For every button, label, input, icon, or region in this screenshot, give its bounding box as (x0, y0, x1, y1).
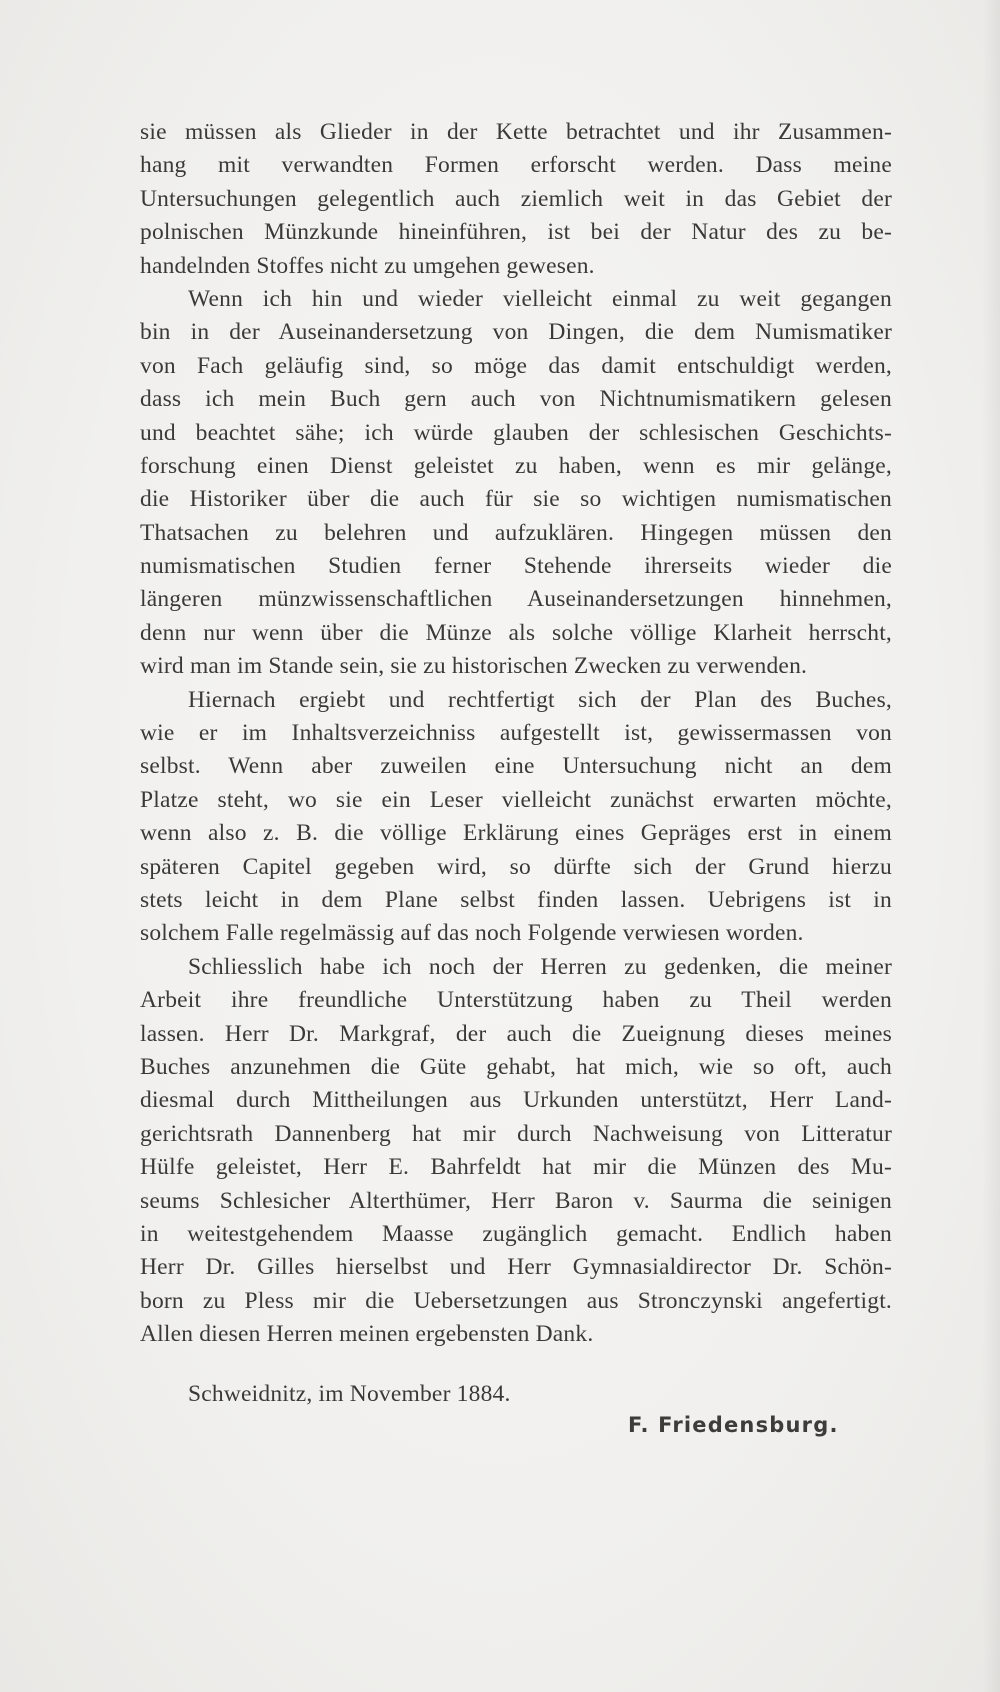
text-line: lassen. Herr Dr. Markgraf, der auch die Zueignung dieses meines (140, 1020, 892, 1047)
paragraph-1 (140, 116, 892, 283)
text-line: handelnden Stoffes nicht zu umgehen gewesen. (140, 252, 595, 279)
page-edge-shadow (982, 0, 1000, 1692)
text-line: selbst. Wenn aber zuweilen eine Untersuchung nicht an dem (140, 753, 892, 780)
text-line: Thatsachen zu belehren und aufzuklären. Hingegen müssen den (140, 519, 892, 546)
paragraph-2 (140, 283, 892, 684)
text-line: bin in der Auseinandersetzung von Dingen, die dem Numismatiker (140, 319, 892, 346)
text-line: solchem Falle regelmässig auf das noch Folgende verwiesen worden. (140, 920, 804, 947)
text-line: gerichtsrath Dannenberg hat mir durch Nachweisung von Litteratur (140, 1120, 892, 1147)
text-line: Hiernach ergiebt und rechtfertigt sich der Plan des Buches, (188, 686, 892, 713)
text-line: Wenn ich hin und wieder vielleicht einmal zu weit gegangen (188, 285, 892, 312)
text-line: sie müssen als Glieder in der Kette betrachtet und ihr Zusammen- (140, 119, 892, 145)
text-line: wird man im Stande sein, sie zu historischen Zwecken zu verwenden. (140, 653, 808, 680)
text-line: stets leicht in dem Plane selbst finden lassen. Uebrigens ist in (140, 886, 892, 913)
text-line: Arbeit ihre freundliche Unterstützung haben zu Theil werden (140, 987, 892, 1014)
text-line: denn nur wenn über die Münze als solche völlige Klarheit herrscht, (140, 619, 892, 646)
paragraph-4 (140, 951, 892, 1352)
text-line: wenn also z. B. die völlige Erklärung eines Gepräges erst in einem (140, 820, 892, 847)
text-line: längeren münzwissenschaftlichen Auseinandersetzungen hinnehmen, (140, 586, 892, 613)
text-line: Hülfe geleistet, Herr E. Bahrfeldt hat mir die Münzen des Mu- (140, 1154, 892, 1181)
text-line: Allen diesen Herren meinen ergebensten Dank. (140, 1321, 594, 1348)
text-line: späteren Capitel gegeben wird, so dürfte sich der Grund hierzu (140, 853, 892, 880)
text-line: seums Schlesicher Alterthümer, Herr Baron v. Saurma die seinigen (140, 1187, 892, 1214)
text-line: dass ich mein Buch gern auch von Nichtnumismatikern gelesen (140, 386, 892, 413)
text-line: diesmal durch Mittheilungen aus Urkunden unterstützt, Herr Land- (140, 1087, 892, 1114)
text-line: hang mit verwandten Formen erforscht werden. Dass meine (140, 152, 892, 179)
text-line: forschung einen Dienst geleistet zu haben, wenn es mir gelänge, (140, 452, 892, 479)
text-line: polnischen Münzkunde hineinführen, ist bei der Natur des zu be- (140, 219, 892, 246)
text-line: born zu Pless mir die Uebersetzungen aus Stronczynski angefertigt. (140, 1287, 892, 1314)
text-line: wie er im Inhaltsverzeichniss aufgestellt ist, gewissermassen von (140, 720, 892, 747)
text-line: Buches anzunehmen die Güte gehabt, hat mich, wie so oft, auch (140, 1053, 892, 1080)
text-line: Untersuchungen gelegentlich auch ziemlich weit in das Gebiet der (140, 185, 892, 212)
body-text (140, 116, 892, 1351)
text-line: die Historiker über die auch für sie so wichtigen numismatischen (140, 486, 892, 513)
paragraph-3 (140, 684, 892, 951)
author-signature: F. Friedensburg. (628, 1413, 839, 1437)
text-line: numismatischen Studien ferner Stehende ihrerseits wieder die (140, 553, 892, 580)
place-date-line: Schweidnitz, im November 1884. (188, 1381, 511, 1407)
text-line: und beachtet sähe; ich würde glauben der schlesischen Geschichts- (140, 419, 892, 446)
text-line: von Fach geläufig sind, so möge das damit entschuldigt werden, (140, 352, 892, 379)
text-line: Herr Dr. Gilles hierselbst und Herr Gymnasialdirector Dr. Schön- (140, 1254, 892, 1281)
text-line: Schliesslich habe ich noch der Herren zu gedenken, die meiner (188, 953, 892, 980)
text-line: in weitestgehendem Maasse zugänglich gemacht. Endlich haben (140, 1220, 892, 1247)
text-line: Platze steht, wo sie ein Leser vielleicht zunächst erwarten möchte, (140, 786, 892, 813)
